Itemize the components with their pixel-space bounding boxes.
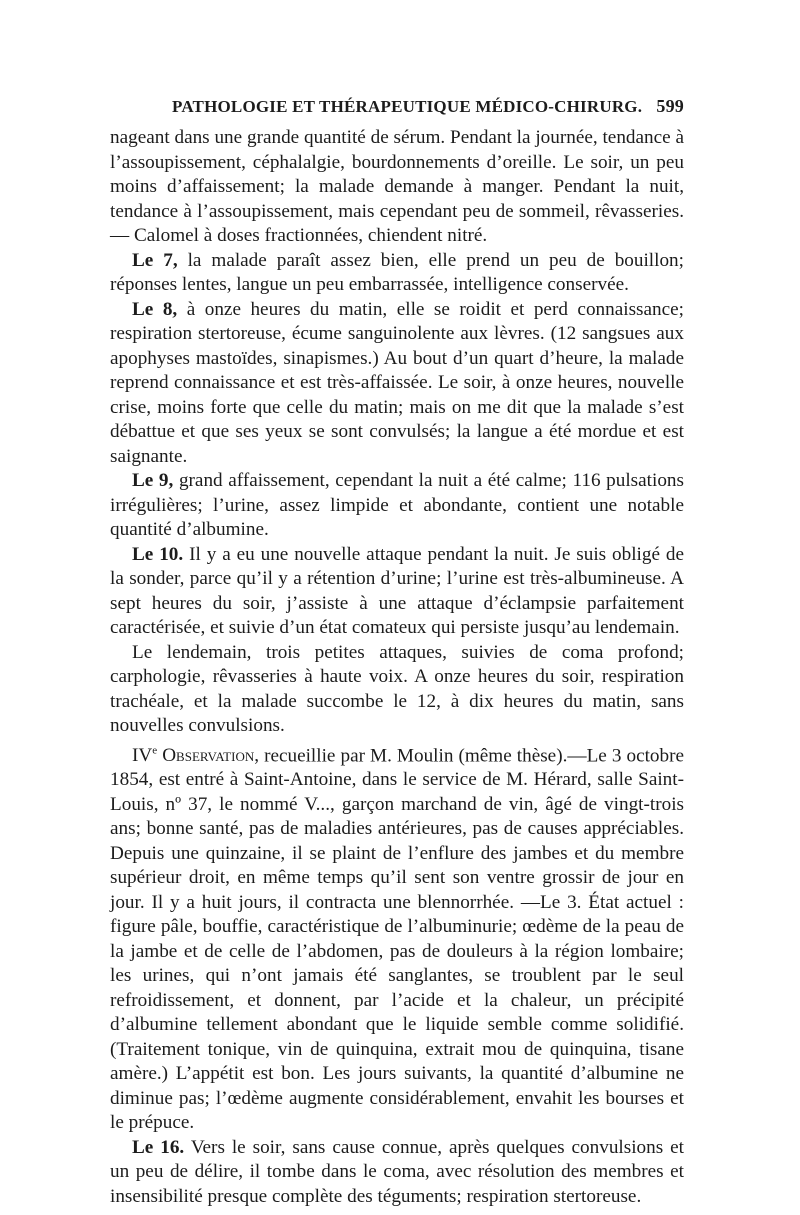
paragraph-text: nageant dans une grande quantité de sérum. Pendant la journée, tendance à l’assoupissement, céphalalgie, bourdonnements d’oreille. Le soir, un peu moins d’affaissement; la malade demande à manger. Pendant la nuit, tendance à l’assoupissement, mais cependant peu de sommeil, rêvasseries. — Calomel à doses fractionnées, chiendent nitré. xyxy=(110,127,684,246)
observation-numeral: IV xyxy=(132,744,153,766)
body-text xyxy=(110,126,684,1209)
paragraph-text: Vers le soir, sans cause connue, après quelques convulsions et un peu de délire, il tombe dans le coma, avec résolution des membres et insensibilité presque complète des téguments; respiration stertoreuse. xyxy=(110,1136,684,1207)
paragraph-text: recueillie par M. Moulin (même thèse).—Le 3 octobre 1854, est entré à Saint-Antoine, dans le service de M. Hérard, salle Saint-Louis, nº 37, le nommé V..., garçon marchand de vin, âgé de vingt-trois ans; bonne santé, pas de maladies antérieures, pas de causes appréciables. Depuis une quinzaine, il se plaint de l’enflure des jambes et du membre supérieur droit, en même temps qu’il sent son ventre grossir de jour en jour. Il y a huit jours, il contracta une blennorrhée. —Le 3. État actuel : figure pâle, bouffie, caractéristique de l’albuminurie; œdème de la peau de la jambe et de celle de l’abdomen, pas de douleurs à la région lombaire; les urines, qui n’ont jamais été sanglantes, se troublent par le seul refroidissement, et donnent, par l’acide et la chaleur, un précipité d’albumine tellement abondant que le liquide semble comme solidifié. (Traitement tonique, vin de quinquina, extrait mou de quinquina, tisane amère.) L’appétit est bon. Les jours suivants, la quantité d’albumine ne diminue pas; l’œdème augmente considérablement, envahit les bourses et le prépuce. xyxy=(110,744,685,1134)
paragraph-lendemain xyxy=(110,641,684,739)
running-header xyxy=(172,96,684,120)
observation-word: Observation, xyxy=(162,744,260,766)
entry-date: Le 8, xyxy=(132,298,178,320)
paragraph-text: la malade paraît assez bien, elle prend un peu de bouillon; réponses lentes, langue un peu embarrassée, intelligence conservée. xyxy=(110,249,684,295)
entry-date: Le 7, xyxy=(132,249,178,271)
paragraph-le-16 xyxy=(110,1136,684,1210)
entry-date: Le 10. xyxy=(132,543,184,565)
entry-date: Le 9, xyxy=(132,470,174,491)
paragraph-le-7 xyxy=(110,249,684,298)
observation-numeral-sup: e xyxy=(152,744,158,757)
paragraph-text: Le lendemain, trois petites attaques, suivies de coma profond; carphologie, rêvasseries à haute voix. A onze heures du soir, respiration trachéale, et la malade succombe le 12, à dix heures du matin, sans nouvelles convulsions. xyxy=(110,641,684,736)
book-page xyxy=(110,96,684,1209)
running-title: PATHOLOGIE ET THÉRAPEUTIQUE MÉDICO-CHIRURG. xyxy=(172,97,643,116)
paragraph-continuation xyxy=(110,126,684,249)
paragraph-le-9 xyxy=(110,469,684,543)
paragraph-le-10 xyxy=(110,543,684,641)
paragraph-text: grand affaissement, cependant la nuit a été calme; 116 pulsations irrégulières; l’urine, assez limpide et abondante, contient une notable quantité d’albumine. xyxy=(110,470,684,540)
paragraph-text: Il y a eu une nouvelle attaque pendant la nuit. Je suis obligé de la sonder, parce qu’il y a rétention d’urine; l’urine est très-albumineuse. A sept heures du soir, j’assiste à une attaque d’éclampsie parfaitement caractérisée, et suivie d’un état comateux qui persiste jusqu’au lendemain. xyxy=(110,543,684,638)
page-number: 599 xyxy=(656,96,684,116)
paragraph-text: à onze heures du matin, elle se roidit et perd connaissance; respiration stertoreuse, écume sanguinolente aux lèvres. (12 sangsues aux apophyses mastoïdes, sinapismes.) Au bout d’un quart d’heure, la malade reprend connaissance et est très-affaissée. Le soir, à onze heures, nouvelle crise, moins forte que celle du matin; mais on me dit que la malade s’est débattue et que ses yeux se sont convulsés; la langue a été mordue et est saignante. xyxy=(110,298,684,467)
entry-date: Le 16. xyxy=(132,1136,185,1158)
paragraph-observation-iv xyxy=(110,739,684,1136)
paragraph-le-8 xyxy=(110,298,684,470)
observation-heading xyxy=(132,745,259,766)
